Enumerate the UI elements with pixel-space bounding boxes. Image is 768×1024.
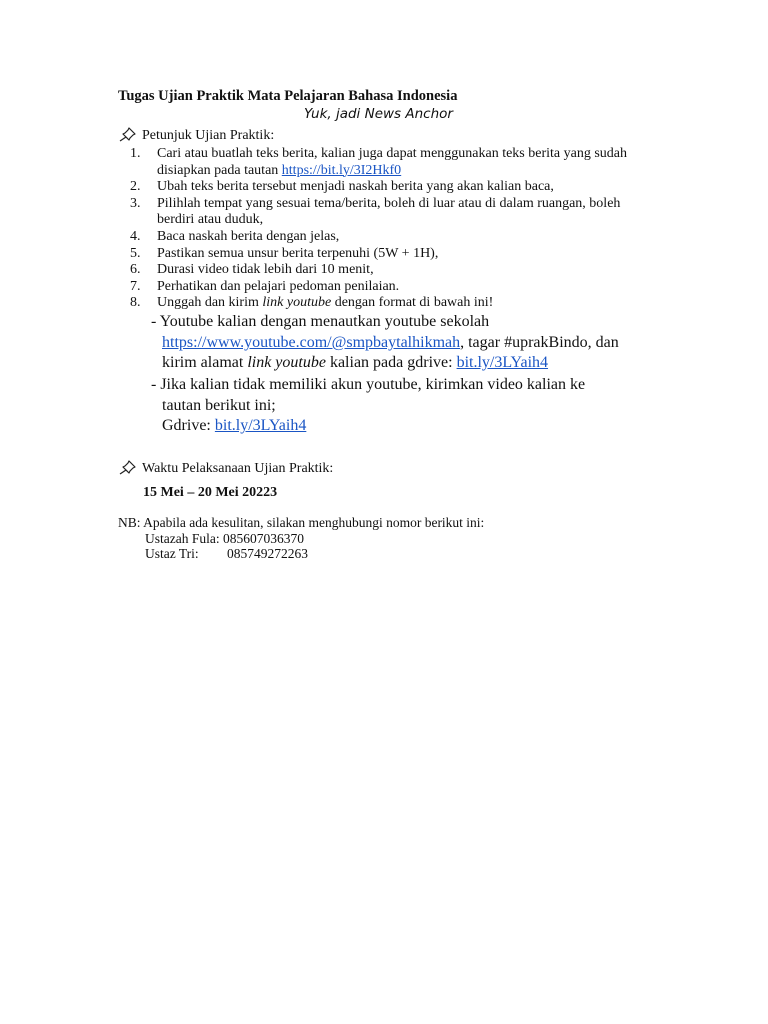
berita-link[interactable]: https://bit.ly/3I2Hkf0 [281, 162, 402, 178]
schedule-heading-row [118, 459, 333, 477]
list-item: 2. Ubah teks berita tersebut menjadi naskah berita yang akan kalian baca, [130, 179, 554, 195]
document-subtitle: Yuk, jadi News Anchor [304, 106, 453, 122]
list-item: 7. Perhatikan dan pelajari pedoman penilaian. [130, 278, 400, 294]
sub-item-youtube-line3: kirim alamat link youtube kalian pada gdrive: bit.ly/3LYaih4 [162, 354, 549, 371]
instructions-heading-row [118, 126, 274, 144]
document-title: Tugas Ujian Praktik Mata Pelajaran Bahasa Indonesia [118, 88, 458, 104]
list-item: 6. Durasi video tidak lebih dari 10 menit, [130, 262, 374, 278]
contact-tri: Ustaz Tri: 085749272263 [145, 546, 308, 561]
list-item: 8. Unggah dan kirim link youtube dengan format di bawah ini! [130, 295, 494, 311]
sub-item-youtube-line1: - Youtube kalian dengan menautkan youtube sekolah [151, 313, 490, 330]
list-item: 1. Cari atau buatlah teks berita, kalian juga dapat menggunakan teks berita yang sudah disiapkan pada tautan https://bit.ly/3I2Hkf0 [130, 146, 628, 178]
schedule-date: 15 Mei – 20 Mei 20223 [143, 485, 278, 500]
instructions-heading: Petunjuk Ujian Praktik: [142, 128, 275, 143]
list-item: 4. Baca naskah berita dengan jelas, [130, 228, 340, 244]
contact-note [118, 515, 484, 562]
list-item: 5. Pastikan semua unsur berita terpenuhi (5W + 1H), [130, 245, 439, 261]
sub-item-gdrive-line1: - Jika kalian tidak memiliki akun youtube, kirimkan video kalian ke [151, 376, 586, 393]
gdrive-link[interactable]: bit.ly/3LYaih4 [456, 354, 549, 371]
sub-item-gdrive-line3: Gdrive: bit.ly/3LYaih4 [162, 417, 307, 434]
schedule-heading: Waktu Pelaksanaan Ujian Praktik: [142, 461, 334, 476]
instructions-list [130, 146, 650, 312]
sub-item-youtube-line2: https://www.youtube.com/@smpbaytalhikmah, tagar #uprakBindo, dan [162, 334, 619, 351]
list-item: 3. Pilihlah tempat yang sesuai tema/berita, boleh di luar atau di dalam ruangan, boleh berdiri atau duduk, [130, 195, 621, 228]
pushpin-icon [118, 126, 138, 142]
note-text: NB: Apabila ada kesulitan, silakan menghubungi nomor berikut ini: [118, 515, 485, 530]
sub-item-gdrive-line2: tautan berikut ini; [162, 397, 276, 414]
gdrive-link-2[interactable]: bit.ly/3LYaih4 [214, 417, 307, 434]
youtube-channel-link[interactable]: https://www.youtube.com/@smpbaytalhikmah [162, 334, 461, 351]
contact-fula: Ustazah Fula: 085607036370 [145, 530, 304, 546]
pushpin-icon [118, 459, 138, 475]
